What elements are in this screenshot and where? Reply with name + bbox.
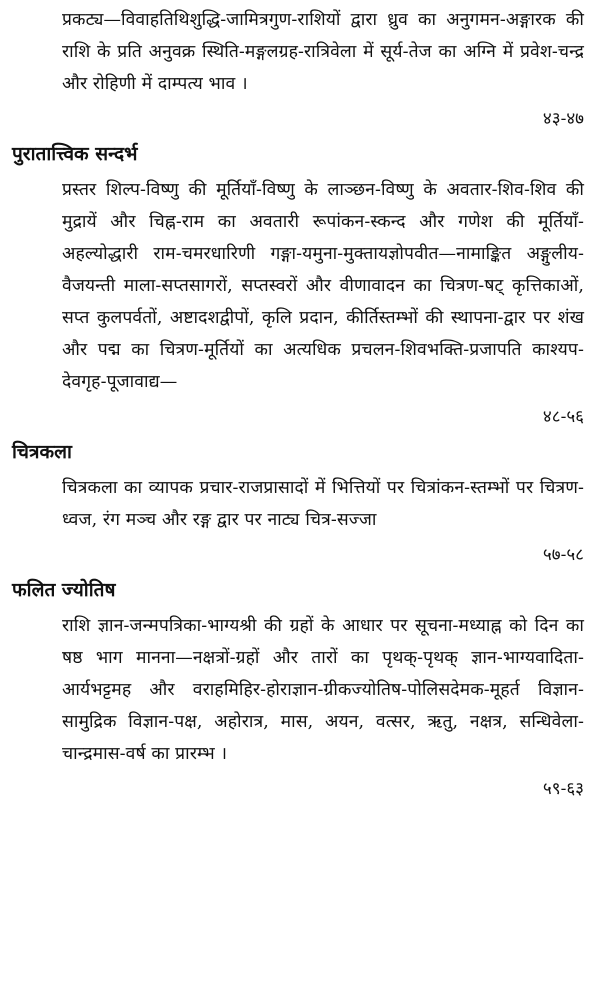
page-range: ४८-५६ xyxy=(542,407,584,427)
page-range: ४३-४७ xyxy=(542,109,584,129)
section-text: प्रकट्य—विवाहतिथिशुद्धि-जामित्रगुण-राशियों द्वारा ध्रुव का अनुगमन-अङ्गारक की राशि के प्रति अनुवक्र स्थिति-मङ्गलग्रह-रात्रिवेला में सूर्य-तेज का अग्नि में प्रवेश-चन्द्र और रोहिणी में दाम्पत्य भाव । xyxy=(62,10,584,94)
section-text: राशि ज्ञान-जन्मपत्रिका-भाग्यश्री की ग्रहों के आधार पर सूचना-मध्याह्न को दिन का षष्ठ भाग मानना—नक्षत्रों-ग्रहों और तारों का पृथक्-पृथक् ज्ञान-भाग्यवादिता-आर्यभट्टमह और वराहमिहिर-होराज्ञान-ग्रीकज्योतिष-पोलिसदेमक-मूहर्त विज्ञान-सामुद्रिक विज्ञान-पक्ष, अहोरात्र, मास, अयन, वत्सर, ऋतु, नक्षत्र, सन्धिवेला-चान्द्रमास-वर्ष का प्रारम्भ । xyxy=(62,616,584,764)
section-astrology xyxy=(12,576,584,802)
page-range: ५७-५८ xyxy=(542,545,584,565)
section-heading: चित्रकला xyxy=(12,441,72,463)
section-heading: फलित ज्योतिष xyxy=(12,579,116,601)
section-text: चित्रकला का व्यापक प्रचार-राजप्रासादों में भित्तियों पर चित्रांकन-स्तम्भों पर चित्रण-ध्वज, रंग मञ्च और रङ्ग द्वार पर नाट्य चित्र-सज्जा xyxy=(62,478,584,530)
section-painting xyxy=(12,438,584,568)
page-range: ५९-६३ xyxy=(542,779,584,799)
section-intro xyxy=(12,4,584,132)
section-heading: पुरातात्त्विक सन्दर्भ xyxy=(12,143,138,165)
section-archaeological xyxy=(12,140,584,430)
section-text: प्रस्तर शिल्प-विष्णु की मूर्तियाँ-विष्णु के लाञ्छन-विष्णु के अवतार-शिव-शिव की मुद्रायें और चिह्न-राम का अवतारी रूपांकन-स्कन्द और गणेश की मूर्तियाँ-अहल्योद्धारी राम-चमरधारिणी गङ्गा-यमुना-मुक्तायज्ञोपवीत—नामाङ्कित अङ्गुलीय- वैजयन्ती माला-सप्तसागरों, सप्तस्वरों और वीणावादन का चित्रण-षट् कृत्तिकाओं, सप्त कुलपर्वतों, अष्टादशद्वीपों, कृलि प्रदान, कीर्तिस्तम्भों की स्थापना-द्वार पर शंख और पद्म का चित्रण-मूर्तियों का अत्यधिक प्रचलन-शिवभक्ति-प्रजापति काश्यप-देवगृह-पूजावाद्य— xyxy=(62,180,584,392)
